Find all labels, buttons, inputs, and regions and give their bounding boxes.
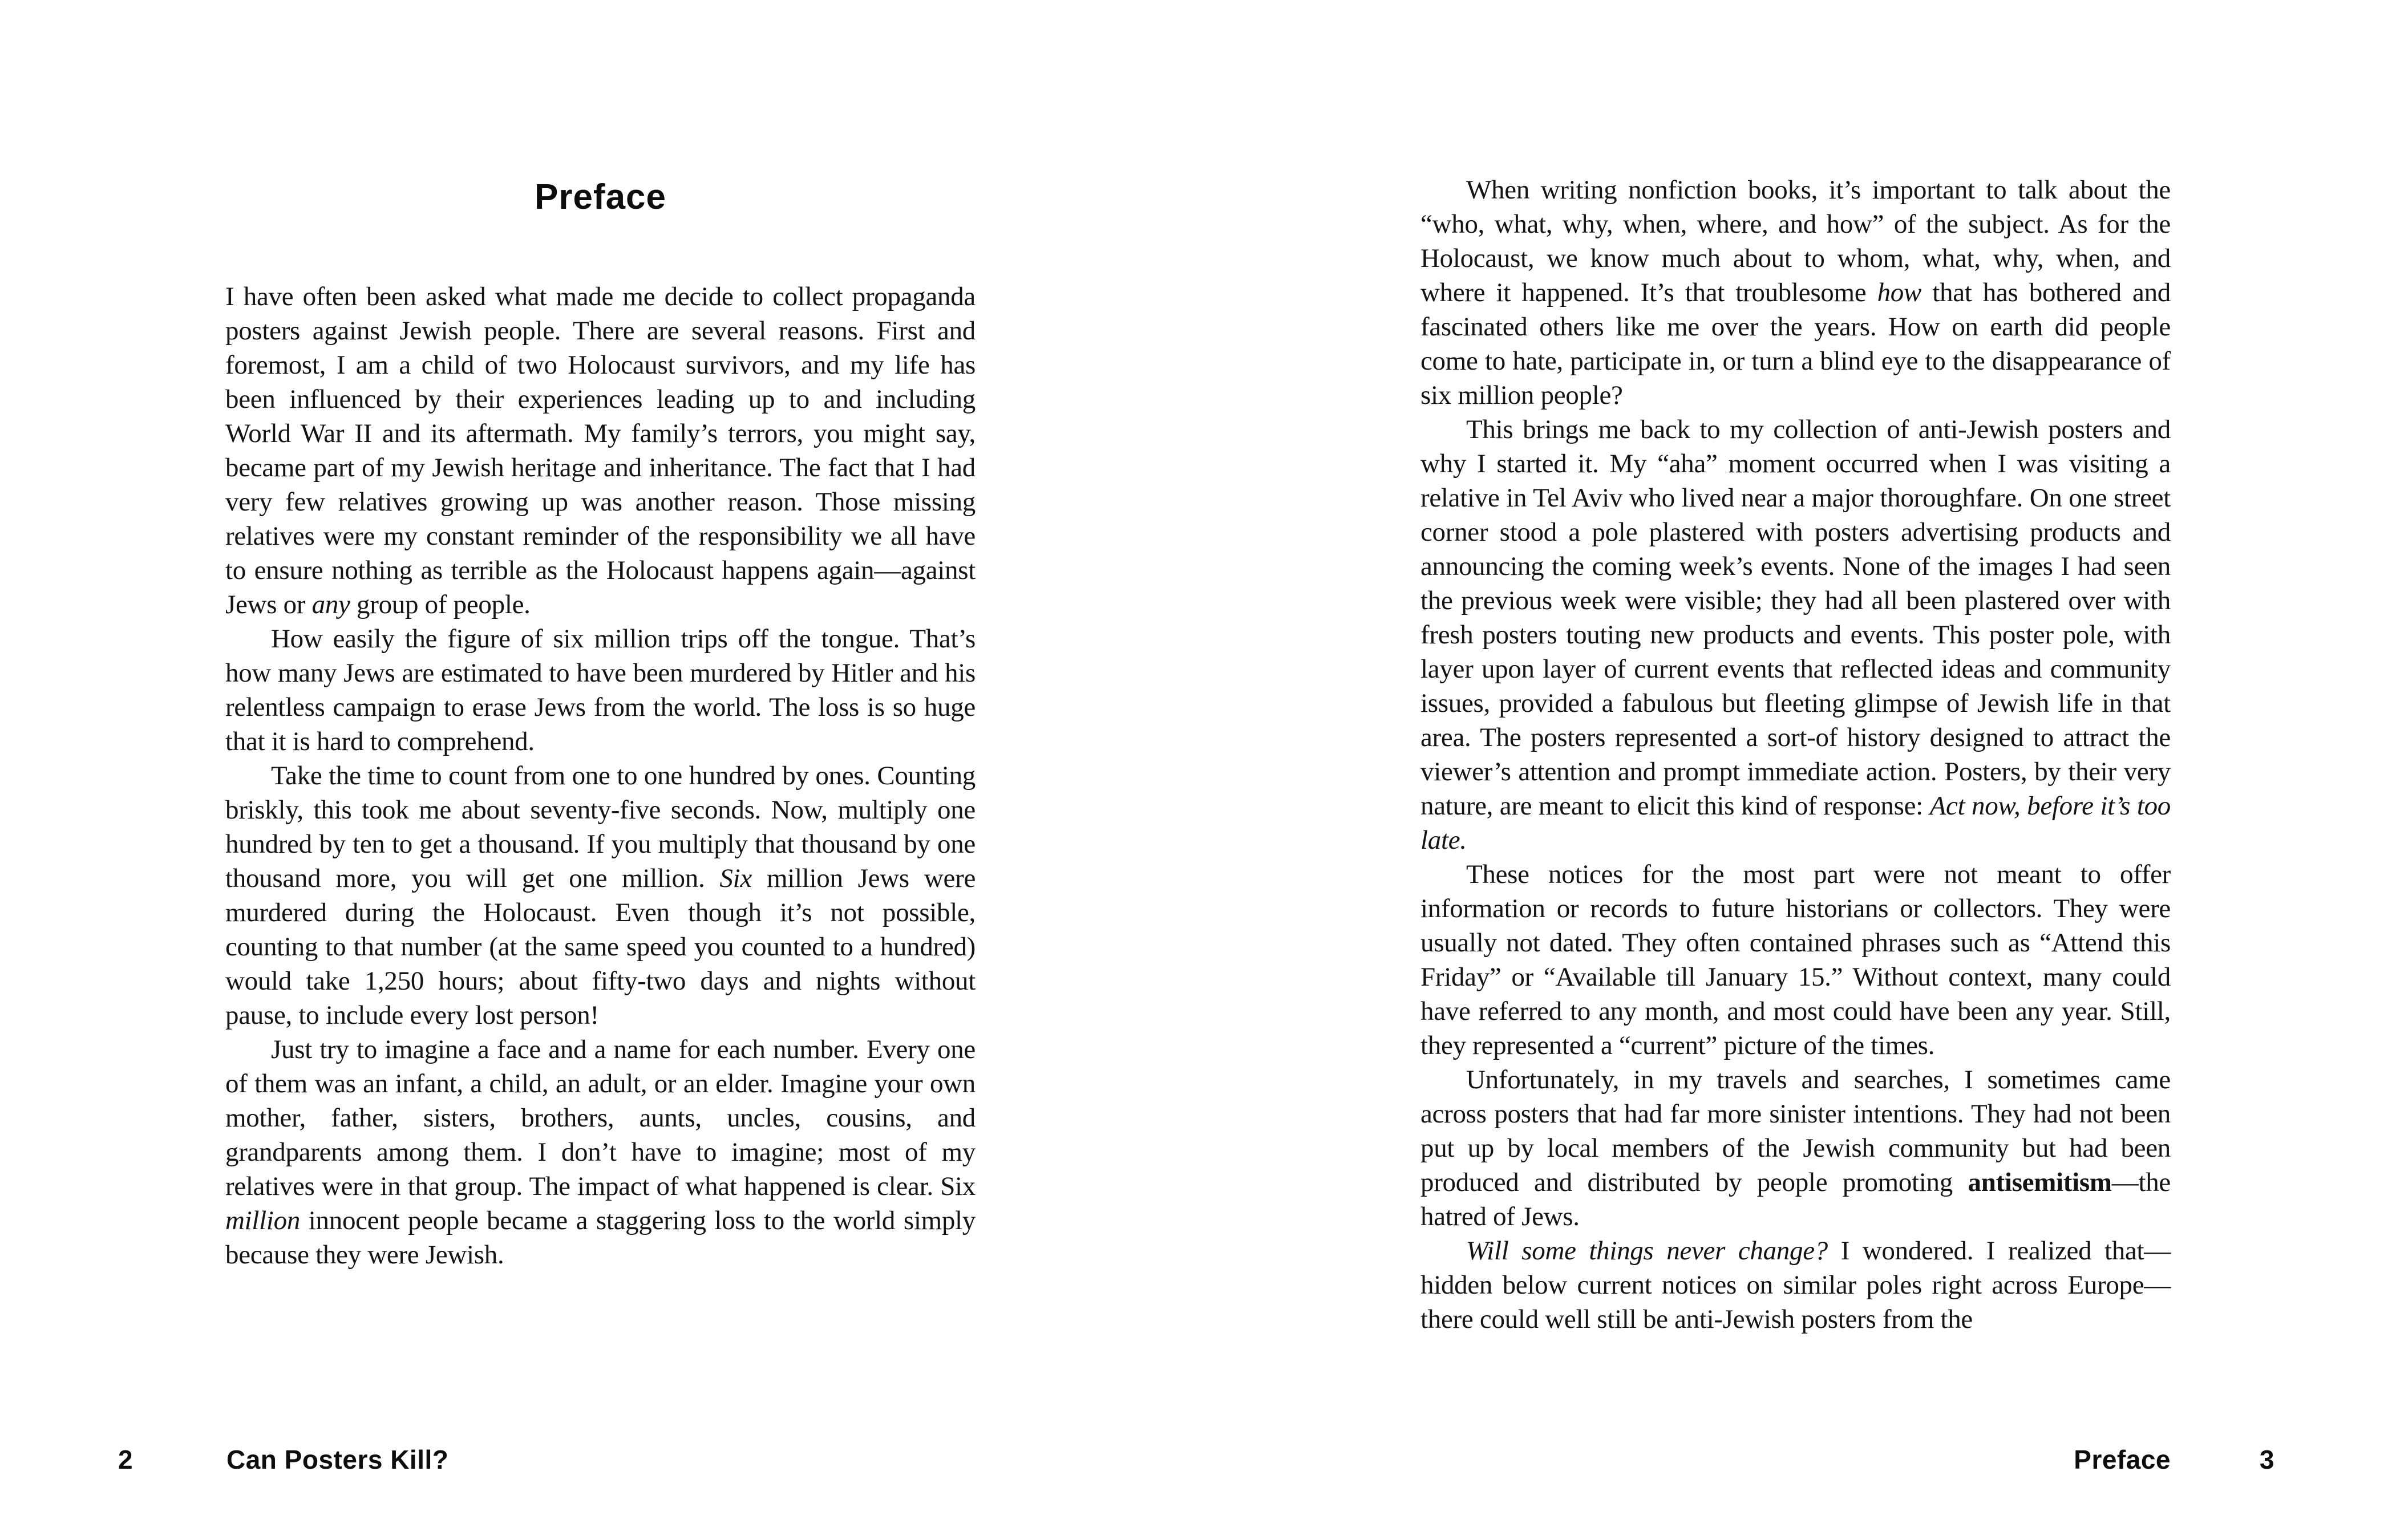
text-run: that has bothered and fascinated others like me over the years. How on earth did people come to hate, participate in, or turn a blind eye to the disappearance of six million people? xyxy=(1420,278,2171,410)
text-run: These notices for the most part were not meant to offer information or records to future historians or collectors. They were usually not dated. They often contained phrases such as “Attend this Friday” or “Available till January 15.” Without context, many could have referred to any month, and most could have been any year. Still, they represented a “current” picture of the times. xyxy=(1420,860,2171,1060)
right-running-footer: Preface xyxy=(2074,1445,2171,1474)
italic-text-run: any xyxy=(311,590,350,619)
italic-text-run: Act now, before it’s too late. xyxy=(1420,791,2171,855)
paragraph xyxy=(225,759,976,1032)
italic-text-run: million xyxy=(225,1206,301,1235)
italic-text-run: Will some things never change? xyxy=(1466,1236,1828,1266)
text-run: group of people. xyxy=(350,590,531,619)
italic-text-run: how xyxy=(1877,278,1922,307)
paragraph xyxy=(1420,1234,2171,1336)
paragraph xyxy=(1420,412,2171,857)
paragraph xyxy=(1420,173,2171,412)
left-running-footer: Can Posters Kill? xyxy=(226,1445,449,1474)
text-run: Take the time to count from one to one hundred by ones. Counting briskly, this took me about seventy-five seconds. Now, multiply one hundred by ten to get a thousand. If you multiply that thousand by one thousand more, you will get one million. xyxy=(225,761,976,893)
text-run: I wondered. I realized that—hidden below current notices on similar poles right across Europe—there could well still be anti-Jewish posters from the xyxy=(1420,1236,2171,1334)
bold-text-run: antisemitism xyxy=(1968,1168,2112,1197)
paragraph xyxy=(225,279,976,622)
text-run: —the hatred of Jews. xyxy=(1420,1168,2171,1231)
paragraph xyxy=(1420,1063,2171,1234)
text-run: Unfortunately, in my travels and searches, I sometimes came across posters that had far more sinister intentions. They had not been put up by local members of the Jewish community but had been produced and distributed by people promoting xyxy=(1420,1065,2171,1197)
text-run: million Jews were murdered during the Holocaust. Even though it’s not possible, counting to that number (at the same speed you counted to a hundred) would take 1,250 hours; about fifty-two days and nights without pause, to include every lost person! xyxy=(225,864,976,1030)
text-run: innocent people became a staggering loss to the world simply because they were Jewish. xyxy=(225,1206,976,1270)
paragraph xyxy=(1420,857,2171,1063)
italic-text-run: Six xyxy=(719,864,752,893)
left-page-body xyxy=(225,279,976,1272)
text-run: I have often been asked what made me decide to collect propaganda posters against Jewish people. There are several reasons. First and foremost, I am a child of two Holocaust survivors, and my life has been influenced by their experiences leading up to and including World War II and its aftermath. My family’s terrors, you might say, became part of my Jewish heritage and inheritance. The fact that I had very few relatives growing up was another reason. Those missing relatives were my constant reminder of the responsibility we all have to ensure nothing as terrible as the Holocaust happens again—against Jews or xyxy=(225,282,976,619)
right-page-body xyxy=(1420,173,2171,1336)
left-page-number: 2 xyxy=(118,1445,133,1474)
text-run: How easily the figure of six million trips off the tongue. That’s how many Jews are estimated to have been murdered by Hitler and his relentless campaign to erase Jews from the world. The loss is so huge that it is hard to comprehend. xyxy=(225,624,976,756)
chapter-title: Preface xyxy=(534,177,667,217)
text-run: This brings me back to my collection of anti-Jewish posters and why I started it. My “aha” moment occurred when I was visiting a relative in Tel Aviv who lived near a major thoroughfare. On one street corner stood a pole plastered with posters advertising products and announcing the coming week’s events. None of the images I had seen the previous week were visible; they had all been plastered over with fresh posters touting new products and events. This poster pole, with layer upon layer of current events that reflected ideas and community issues, provided a fabulous but fleeting glimpse of Jewish life in that area. The posters represented a sort-of history designed to attract the viewer’s attention and prompt immediate action. Posters, by their very nature, are meant to elicit this kind of response: xyxy=(1420,415,2171,821)
text-run: Just try to imagine a face and a name for each number. Every one of them was an infant, a child, an adult, or an elder. Imagine your own mother, father, sisters, brothers, aunts, uncles, cousins, and grandparents among them. I don’t have to imagine; most of my relatives were in that group. The impact of what happened is clear. Six xyxy=(225,1035,976,1201)
paragraph xyxy=(225,622,976,759)
right-page-number: 3 xyxy=(2259,1445,2274,1474)
text-run: When writing nonfiction books, it’s important to talk about the “who, what, why, when, where, and how” of the subject. As for the Holocaust, we know much about to whom, what, why, when, and where it happened. It’s that troublesome xyxy=(1420,175,2171,307)
paragraph xyxy=(225,1032,976,1272)
